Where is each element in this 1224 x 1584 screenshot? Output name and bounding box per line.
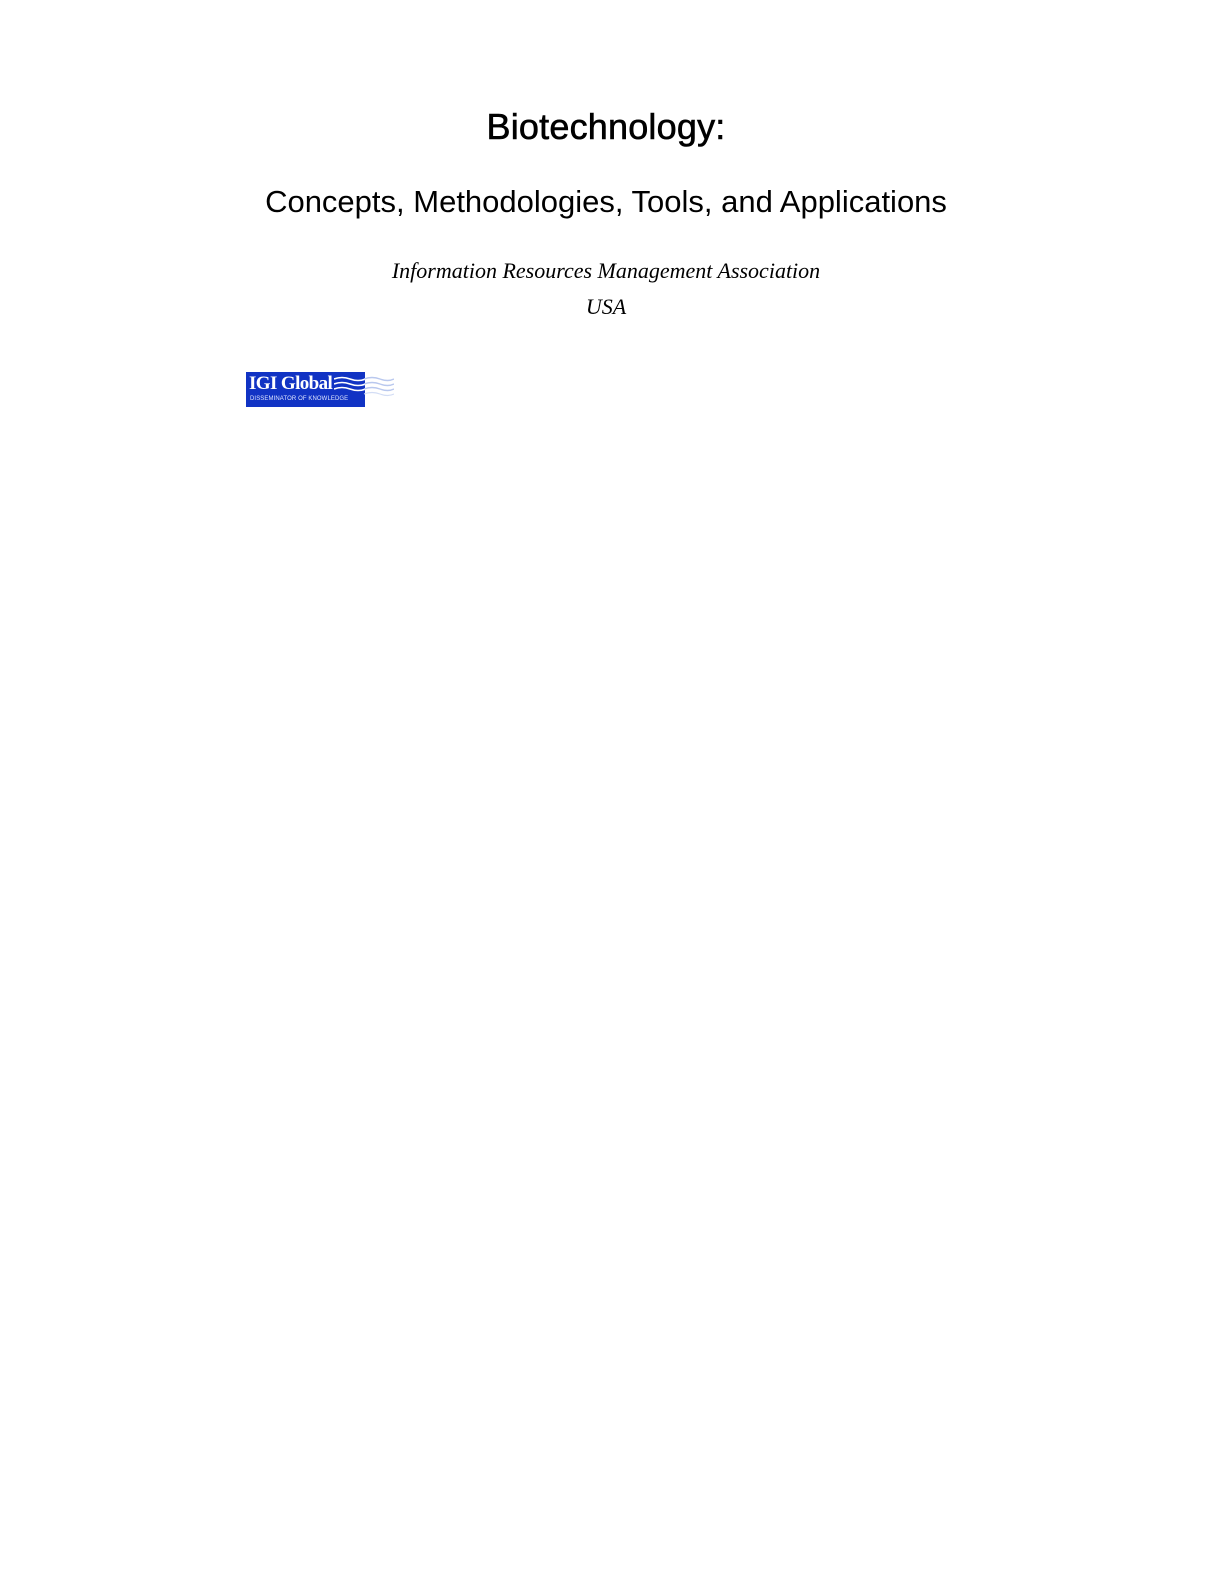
organization-country: USA [585, 294, 627, 319]
publisher-logo [246, 372, 394, 408]
book-title: Biotechnology: [486, 106, 726, 147]
book-subtitle: Concepts, Methodologies, Tools, and Applications [265, 184, 947, 219]
editor-organization: Information Resources Management Association [391, 258, 821, 283]
logo-tagline: DISSEMINATOR OF KNOWLEDGE [250, 396, 349, 402]
logo-name: IGI Global [249, 373, 333, 394]
wave-lines-icon [334, 376, 394, 398]
